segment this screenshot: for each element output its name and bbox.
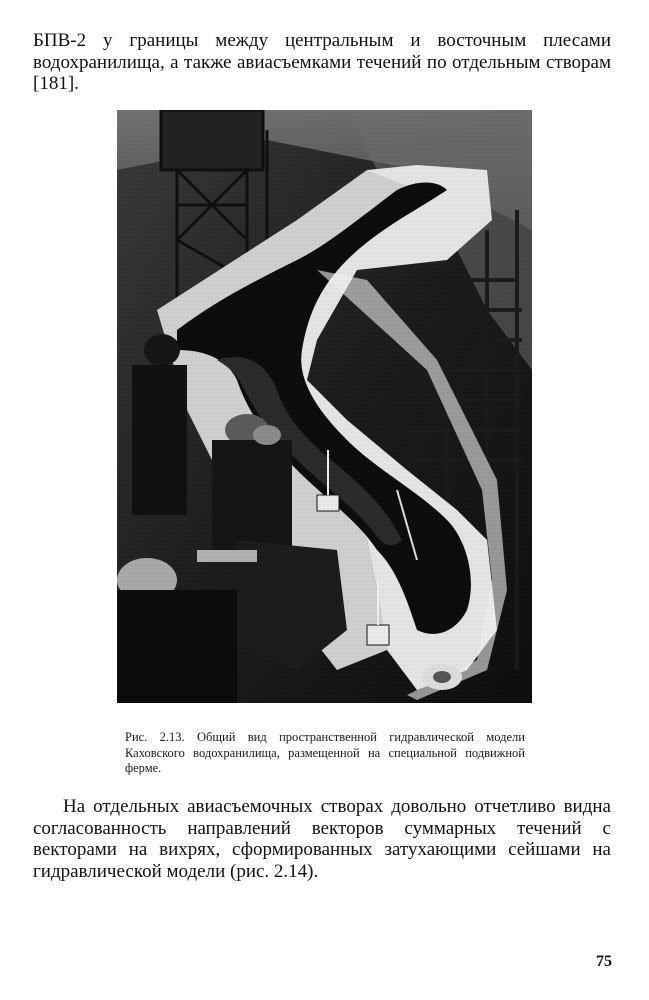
body-paragraph-top: БПВ-2 у границы между центральным и восточным плесами водохранилища, а также авиасъемками течений по отдельным створам [181].: [33, 30, 611, 94]
body-paragraph-bottom-text: На отдельных авиасъемочных створах довольно отчетливо видна согласованность направлений векторов суммарных течений с векторами на вихрях, сформированных затухающими сейшами на гидравлической модели (рис. 2.14).: [33, 796, 611, 882]
photo-illustration: [117, 110, 532, 703]
figure-caption: Рис. 2.13. Общий вид пространственной гидравлической модели Каховского водохранилища, размещенной на специальной подвижной ферме.: [125, 730, 525, 775]
body-paragraph-bottom: [33, 796, 611, 882]
page-number: 75: [596, 953, 612, 970]
figure-photo-hydraulic-model: [117, 110, 532, 703]
